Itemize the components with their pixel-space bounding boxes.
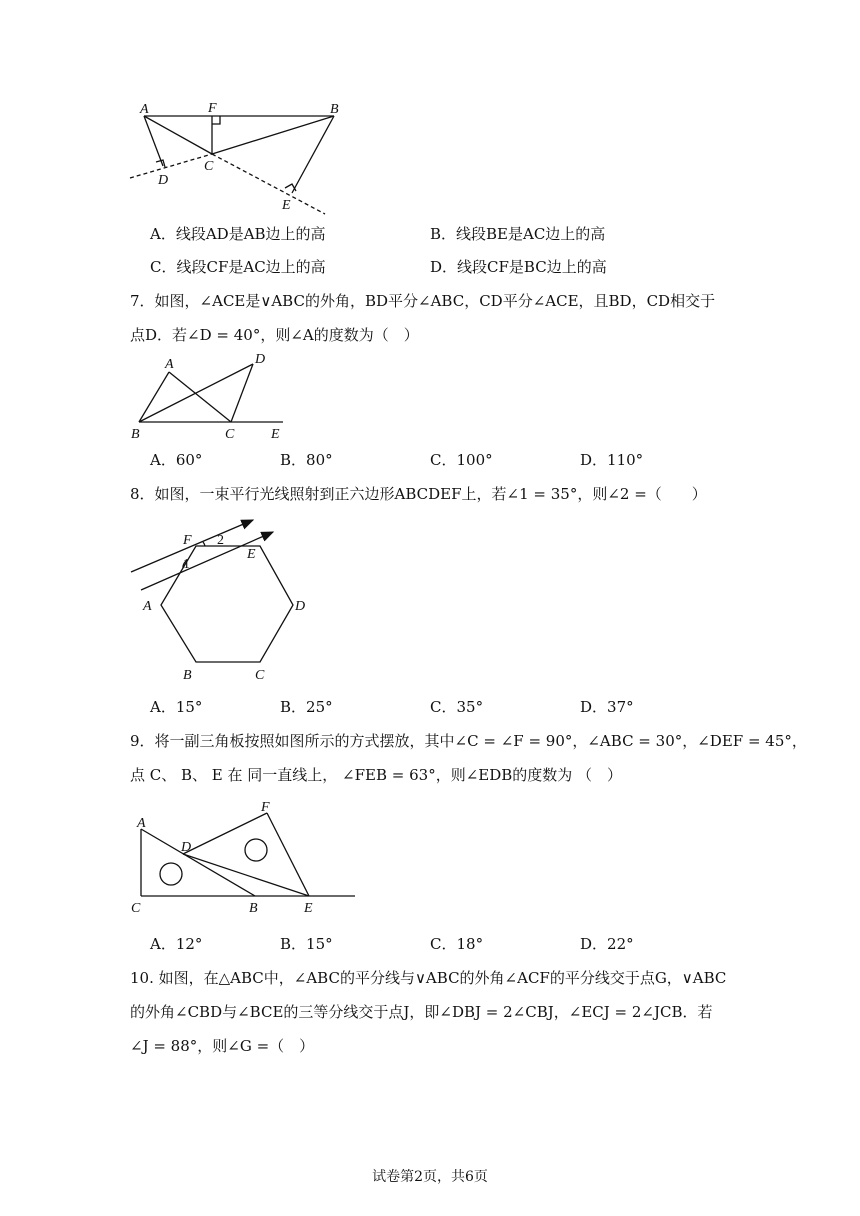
q6-label-b: B — [330, 102, 339, 117]
q7-text-line2: 点D．若∠D = 40°，则∠A的度数为（ ） — [130, 326, 419, 344]
q10-text-line1: 10. 如图，在△ABC中，∠ABC的平分线与∨ABC的外角∠ACF的平分线交于点G，∨ABC — [130, 969, 727, 987]
q7-option-c: C．100° — [430, 451, 493, 469]
q9-label-a: A — [137, 816, 146, 831]
q10-text-line3: ∠J = 88°，则∠G =（ ） — [130, 1037, 315, 1055]
q6-option-d: D．线段CF是BC边上的高 — [430, 258, 607, 276]
q7-label-e: E — [271, 427, 280, 442]
q9-option-d: D．22° — [580, 935, 634, 953]
q8-label-b: B — [183, 668, 192, 683]
q6-label-f: F — [208, 101, 217, 116]
q7-label-c: C — [225, 427, 235, 442]
q6-label-a: A — [140, 102, 149, 117]
q8-label-d: D — [295, 599, 306, 614]
q6-label-c: C — [204, 159, 214, 174]
q8-label-a: A — [143, 599, 152, 614]
q9-label-f: F — [261, 800, 270, 815]
q7-label-a: A — [165, 357, 174, 372]
q7-option-a: A．60° — [150, 451, 203, 469]
q7-option-b: B．80° — [280, 451, 333, 469]
q8-label-e: E — [247, 547, 256, 562]
q8-label-f: F — [183, 533, 192, 548]
q8-label-angle-1: 1 — [183, 557, 190, 572]
q8-figure — [125, 510, 325, 688]
q6-option-b: B．线段BE是AC边上的高 — [430, 225, 606, 243]
q9-figure — [125, 795, 365, 921]
q9-label-c: C — [131, 901, 141, 916]
q6-option-a: A．线段AD是AB边上的高 — [150, 225, 326, 243]
q9-text-line2: 点 C、 B、 E 在 同一直线上， ∠FEB = 63°，则∠EDB的度数为 （ ） — [130, 766, 623, 784]
q6-option-c: C．线段CF是AC边上的高 — [150, 258, 326, 276]
q9-option-b: B．15° — [280, 935, 333, 953]
q8-text-line1: 8．如图，一束平行光线照射到正六边形ABCDEF上，若∠1 = 35°，则∠2 =（ ） — [130, 485, 707, 503]
q6-label-d: D — [158, 173, 169, 188]
q8-option-a: A．15° — [150, 698, 203, 716]
q7-label-b: B — [131, 427, 140, 442]
page-footer: 试卷第2页，共6页 — [372, 1169, 488, 1185]
q7-option-d: D．110° — [580, 451, 644, 469]
q9-label-b: B — [249, 901, 258, 916]
q6-label-e: E — [282, 198, 291, 213]
q9-label-e: E — [304, 901, 313, 916]
q8-label-angle-2: 2 — [217, 533, 224, 548]
q9-option-a: A．12° — [150, 935, 203, 953]
q10-text-line2: 的外角∠CBD与∠BCE的三等分线交于点J，即∠DBJ = 2∠CBJ，∠ECJ = 2∠JCB．若 — [130, 1003, 713, 1021]
q7-figure — [125, 350, 295, 444]
q6-figure — [120, 96, 340, 218]
q9-text-line1: 9．将一副三角板按照如图所示的方式摆放，其中∠C = ∠F = 90°，∠ABC = 30°，∠DEF = 45°， — [130, 732, 807, 750]
q8-option-c: C．35° — [430, 698, 484, 716]
q9-option-c: C．18° — [430, 935, 484, 953]
q7-text-line1: 7．如图，∠ACE是∨ABC的外角，BD平分∠ABC，CD平分∠ACE，且BD，CD相交于 — [130, 292, 716, 310]
q9-label-d: D — [181, 840, 192, 855]
q8-label-c: C — [255, 668, 265, 683]
q8-option-b: B．25° — [280, 698, 333, 716]
q7-label-d: D — [255, 352, 266, 367]
q8-option-d: D．37° — [580, 698, 634, 716]
